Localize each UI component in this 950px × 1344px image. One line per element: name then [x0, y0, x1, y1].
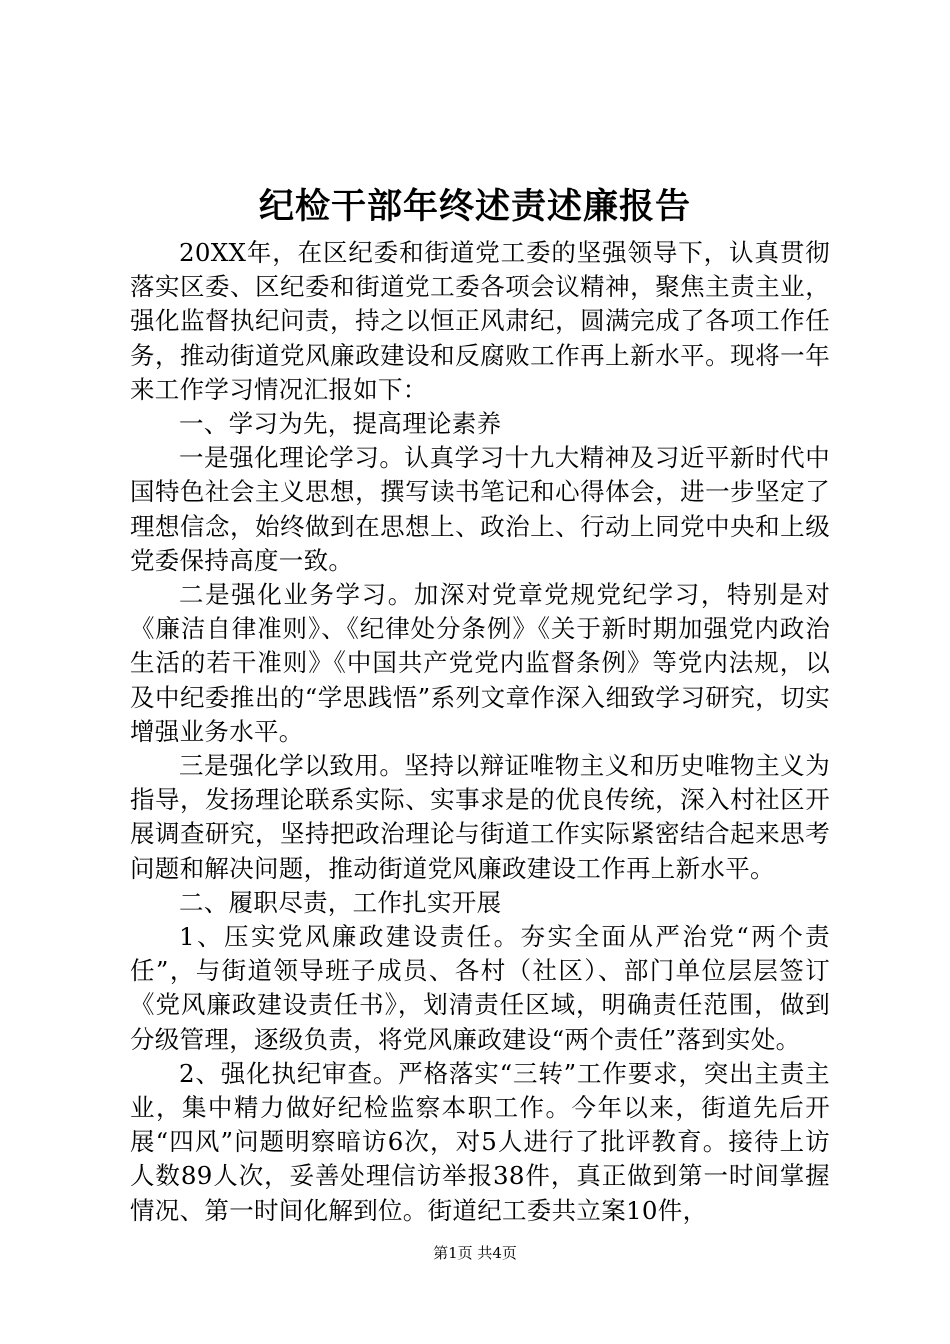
- document-body: [130, 236, 830, 1228]
- body-paragraph: 一是强化理论学习。认真学习十九大精神及习近平新时代中国特色社会主义思想，撰写读书笔记和心得体会，进一步坚定了理想信念，始终做到在思想上、政治上、行动上同党中央和上级党委保持高度一致。: [130, 443, 830, 575]
- body-paragraph: 2、强化执纪审查。严格落实“三转”工作要求，突出主责主业，集中精力做好纪检监察本职工作。今年以来，街道先后开展“四风”问题明察暗访6次，对5人进行了批评教育。接待上访人数89人次，妥善处理信访举报38件，真正做到第一时间掌握情况、第一时间化解到位。街道纪工委共立案10件，: [130, 1058, 830, 1225]
- section-heading-1: 一、学习为先，提高理论素养: [179, 409, 502, 439]
- body-paragraph: 二是强化业务学习。加深对党章党规党纪学习，特别是对《廉洁自律准则》、《纪律处分条例》《关于新时期加强党内政治生活的若干准则》《中国共产党党内监督条例》等党内法规，以及中纪委推出的“学思践悟”系列文章作深入细致学习研究，切实增强业务水平。: [130, 580, 830, 746]
- body-paragraph: 三是强化学以致用。坚持以辩证唯物主义和历史唯物主义为指导，发扬理论联系实际、实事求是的优良传统，深入村社区开展调查研究，坚持把政治理论与街道工作实际紧密结合起来思考问题和解决问题，推动街道党风廉政建设工作再上新水平。: [130, 751, 830, 883]
- body-paragraph: 1、压实党风廉政建设责任。夯实全面从严治党“两个责任”，与街道领导班子成员、各村（社区）、部门单位层层签订《党风廉政建设责任书》，划清责任区域，明确责任范围，做到分级管理，逐级负责，将党风廉政建设“两个责任”落到实处。: [130, 922, 830, 1054]
- page-footer: [0, 1243, 950, 1263]
- document-title: 纪检干部年终述责述廉报告: [258, 186, 691, 227]
- section-heading-2: 二、履职尽责，工作扎实开展: [179, 887, 502, 917]
- page-number-indicator: 第1页 共4页: [433, 1244, 517, 1262]
- intro-paragraph: 20XX年，在区纪委和街道党工委的坚强领导下，认真贯彻落实区委、区纪委和街道党工委各项会议精神，聚焦主责主业，强化监督执纪问责，持之以恒正风肃纪，圆满完成了各项工作任务，推动街道党风廉政建设和反腐败工作再上新水平。现将一年来工作学习情况汇报如下：: [130, 238, 830, 404]
